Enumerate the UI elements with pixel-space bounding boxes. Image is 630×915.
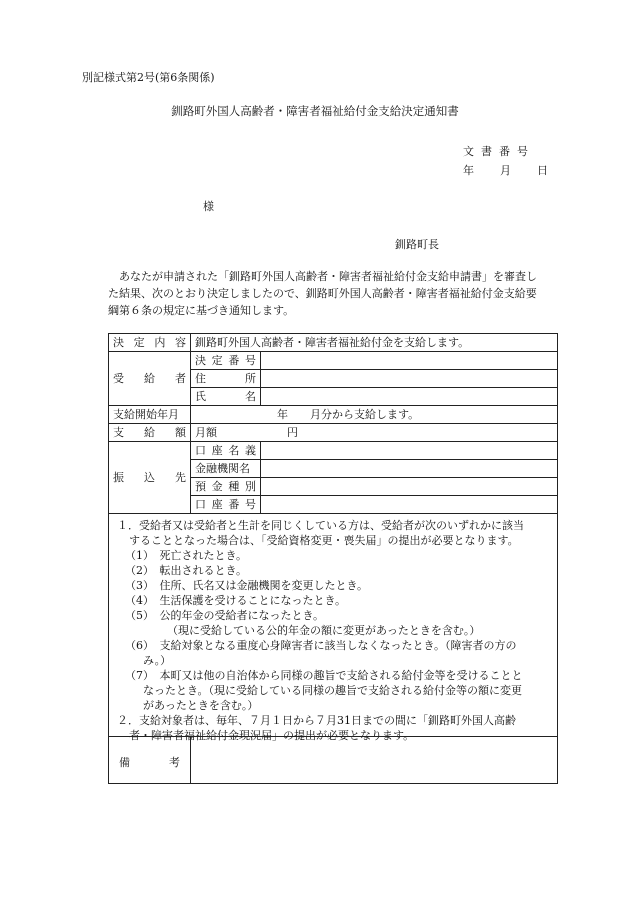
issuer-name: 釧路町長 [395,238,439,251]
transfer-label: 振込先 [109,442,191,514]
note-line: （1） 死亡されたとき。 [125,549,248,562]
note-line: ２．支給対象者は、毎年、７月１日から７月31日までの間に「釧路町外国人高齢 [117,714,516,727]
monthly-amount-prefix: 月額 [195,426,217,439]
note-line: があったときを含む。） [143,699,259,712]
decision-number-label: 決定番号 [191,352,261,370]
date-month: 月 [500,164,511,177]
recipient-row [109,352,558,370]
note-line: することとなった場合は、「受給資格変更・喪失届」の提出が必要となります。 [129,534,519,547]
note-line: （6） 支給対象となる重度心身障害者に該当しなくなったとき。（障害者の方の [125,639,517,652]
note-line: （現に受給している公的年金の額に変更があったときを含む。） [167,624,481,637]
body-line: あなたが申請された「釧路町外国人高齢者・障害者福祉給付金支給申請書」を審査し [119,270,537,283]
amount-row [109,424,558,442]
recipient-label: 受給者 [109,352,191,406]
date-year: 年 [463,164,474,177]
address-label: 住所 [191,370,261,388]
recipient-honorific: 様 [203,200,214,213]
amount-value [191,424,558,442]
body-line: た結果、次のとおり決定しましたので、釧路町外国人高齢者・障害者福祉給付金支給要 [108,287,537,300]
address-value [261,370,558,388]
account-holder-row [109,442,558,460]
remarks-box [108,736,558,784]
deposit-type-value [261,478,558,496]
deposit-type-label: 預金種別 [191,478,261,496]
remarks-label: 備考 [119,756,180,769]
body-line: 綱第６条の規定に基づき通知します。 [108,304,295,317]
decision-table [108,333,558,514]
note-line: （4） 生活保護を受けることになったとき。 [125,594,347,607]
bank-name-label: 金融機関名 [191,460,261,478]
account-holder-label: 口座名義 [191,442,261,460]
name-value [261,388,558,406]
decision-content-label: 決定内容 [109,334,191,352]
date-field [463,162,548,178]
account-holder-value [261,442,558,460]
note-line: （3） 住所、氏名又は金融機関を変更したとき。 [125,579,369,592]
form-number-label: 別記様式第2号(第6条関係) [82,71,215,84]
note-line: （7） 本町又は他の自治体から同様の趣旨で支給される給付金等を受けることと [125,669,523,682]
remarks-label-cell [109,737,191,783]
start-month-value: 年 月分から支給します。 [191,406,558,424]
decision-row [109,334,558,352]
note-line: なったとき。（現に受給している同様の趣旨で支給される給付金等の額に変更 [143,684,523,697]
document-number-label: 文書番号 [463,145,535,158]
bank-name-value [261,460,558,478]
date-day: 日 [537,164,548,177]
start-month-label: 支給開始年月 [109,406,191,424]
notification-body [108,268,560,319]
amount-label: 支給額 [109,424,191,442]
decision-content-value: 釧路町外国人高齢者・障害者福祉給付金を支給します。 [191,334,558,352]
note-line: （5） 公的年金の受給者になったとき。 [125,609,325,622]
account-number-label: 口座番号 [191,496,261,514]
document-title: 釧路町外国人高齢者・障害者福祉給付金支給決定通知書 [171,104,459,118]
notes-box [108,510,558,742]
note-line: 者・障害者福祉給付金現況届」の提出が必要となります。 [129,729,415,742]
note-line: （2） 転出されるとき。 [125,564,248,577]
yen-unit: 円 [287,426,298,439]
name-label: 氏名 [191,388,261,406]
start-row [109,406,558,424]
note-line: １．受給者又は受給者と生計を同じくしている方は、受給者が次のいずれかに該当 [117,519,524,532]
note-line: み。） [143,654,172,667]
decision-number-value [261,352,558,370]
